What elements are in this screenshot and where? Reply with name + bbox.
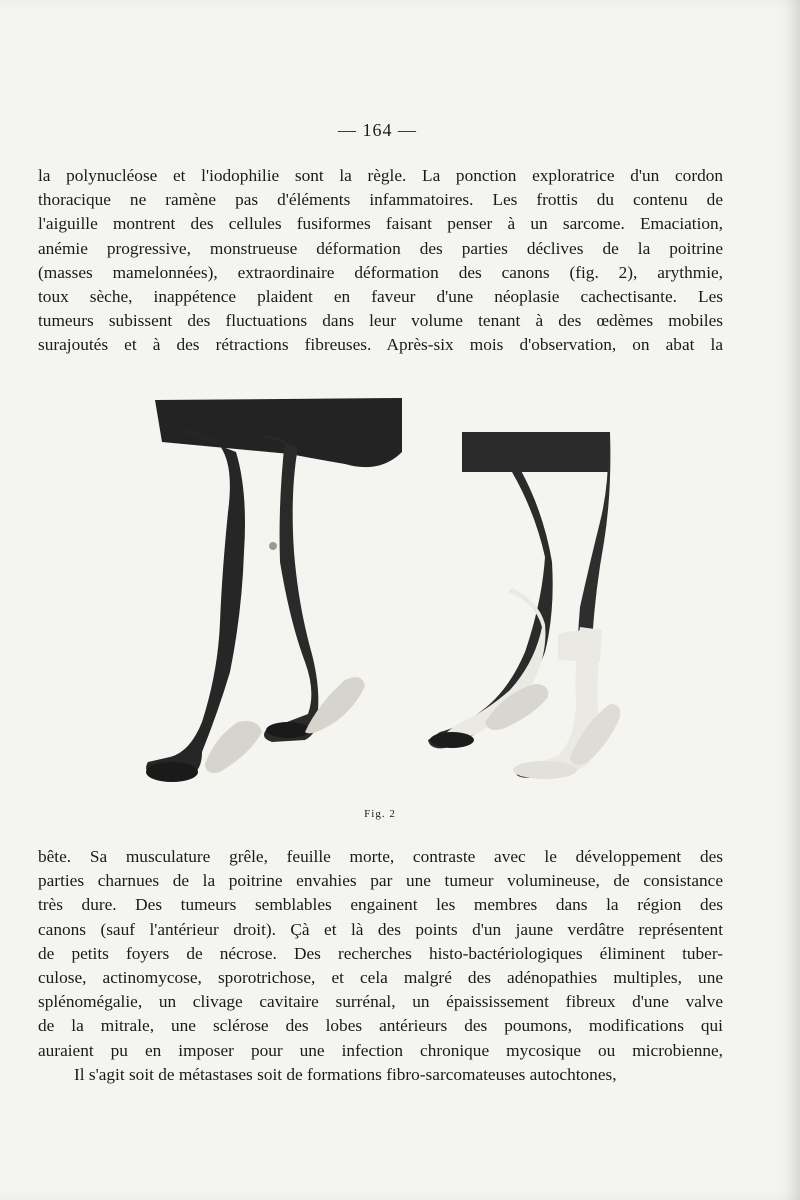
text-line: splénomégalie, un clivage cavitaire surrénal, un épaississement fibreux d'une valve <box>38 992 723 1012</box>
text-line: thoracique ne ramène pas d'éléments infammatoires. Les frottis du contenu de <box>38 190 723 210</box>
text-line: de la mitrale, une sclérose des lobes antérieurs des poumons, modifications qui <box>38 1016 723 1036</box>
text-line: très dure. Des tumeurs semblables engainent les membres dans la région des <box>38 895 723 915</box>
paragraph-bottom <box>38 845 723 1087</box>
text-line: culose, actinomycose, sporotrichose, et cela malgré des adénopathies multiples, une <box>38 968 723 988</box>
right-horse-photo <box>428 432 620 779</box>
text-line: surajoutés et à des rétractions fibreuses. Après-six mois d'observation, on abat la <box>38 335 723 355</box>
text-line: bête. Sa musculature grêle, feuille morte, contraste avec le développement des <box>38 847 723 866</box>
text-line: auraient pu en imposer pour une infection chronique mycosique ou microbienne, <box>38 1040 723 1060</box>
text-line: la polynucléose et l'iodophilie sont la règle. La ponction exploratrice d'un cordon <box>38 166 723 185</box>
paragraph-top <box>38 164 723 358</box>
text-line: toux sèche, inappétence plaident en faveur d'une néoplasie cachectisante. Les <box>38 287 723 307</box>
text-line: Il s'agit soit de métastases soit de formations fibro-sarcomateuses autochtones, <box>74 1064 617 1084</box>
figure-caption: Fig. 2 <box>364 808 396 820</box>
text-line: tumeurs subissent des fluctuations dans leur volume tenant à des œdèmes mobiles <box>38 311 723 331</box>
text-line: (masses mamelonnées), extraordinaire déformation des canons (fig. 2), arythmie, <box>38 262 723 282</box>
text-line: l'aiguille montrent des cellules fusiformes faisant penser à un sarcome. Emaciation, <box>38 214 723 234</box>
text-line: canons (sauf l'antérieur droit). Çà et là des points d'un jaune verdâtre représentent <box>38 919 723 939</box>
text-line: anémie progressive, monstrueuse déformation des parties déclives de la poitrine <box>38 238 723 258</box>
text-line: de petits foyers de nécrose. Des recherches histo-bactériologiques éliminent tuber- <box>38 943 723 963</box>
page-number: — 164 — <box>338 120 417 140</box>
left-horse-photo <box>146 398 402 782</box>
horse-legs-photo <box>140 392 620 797</box>
text-line: parties charnues de la poitrine envahies par une tumeur volumineuse, de consistance <box>38 871 723 891</box>
